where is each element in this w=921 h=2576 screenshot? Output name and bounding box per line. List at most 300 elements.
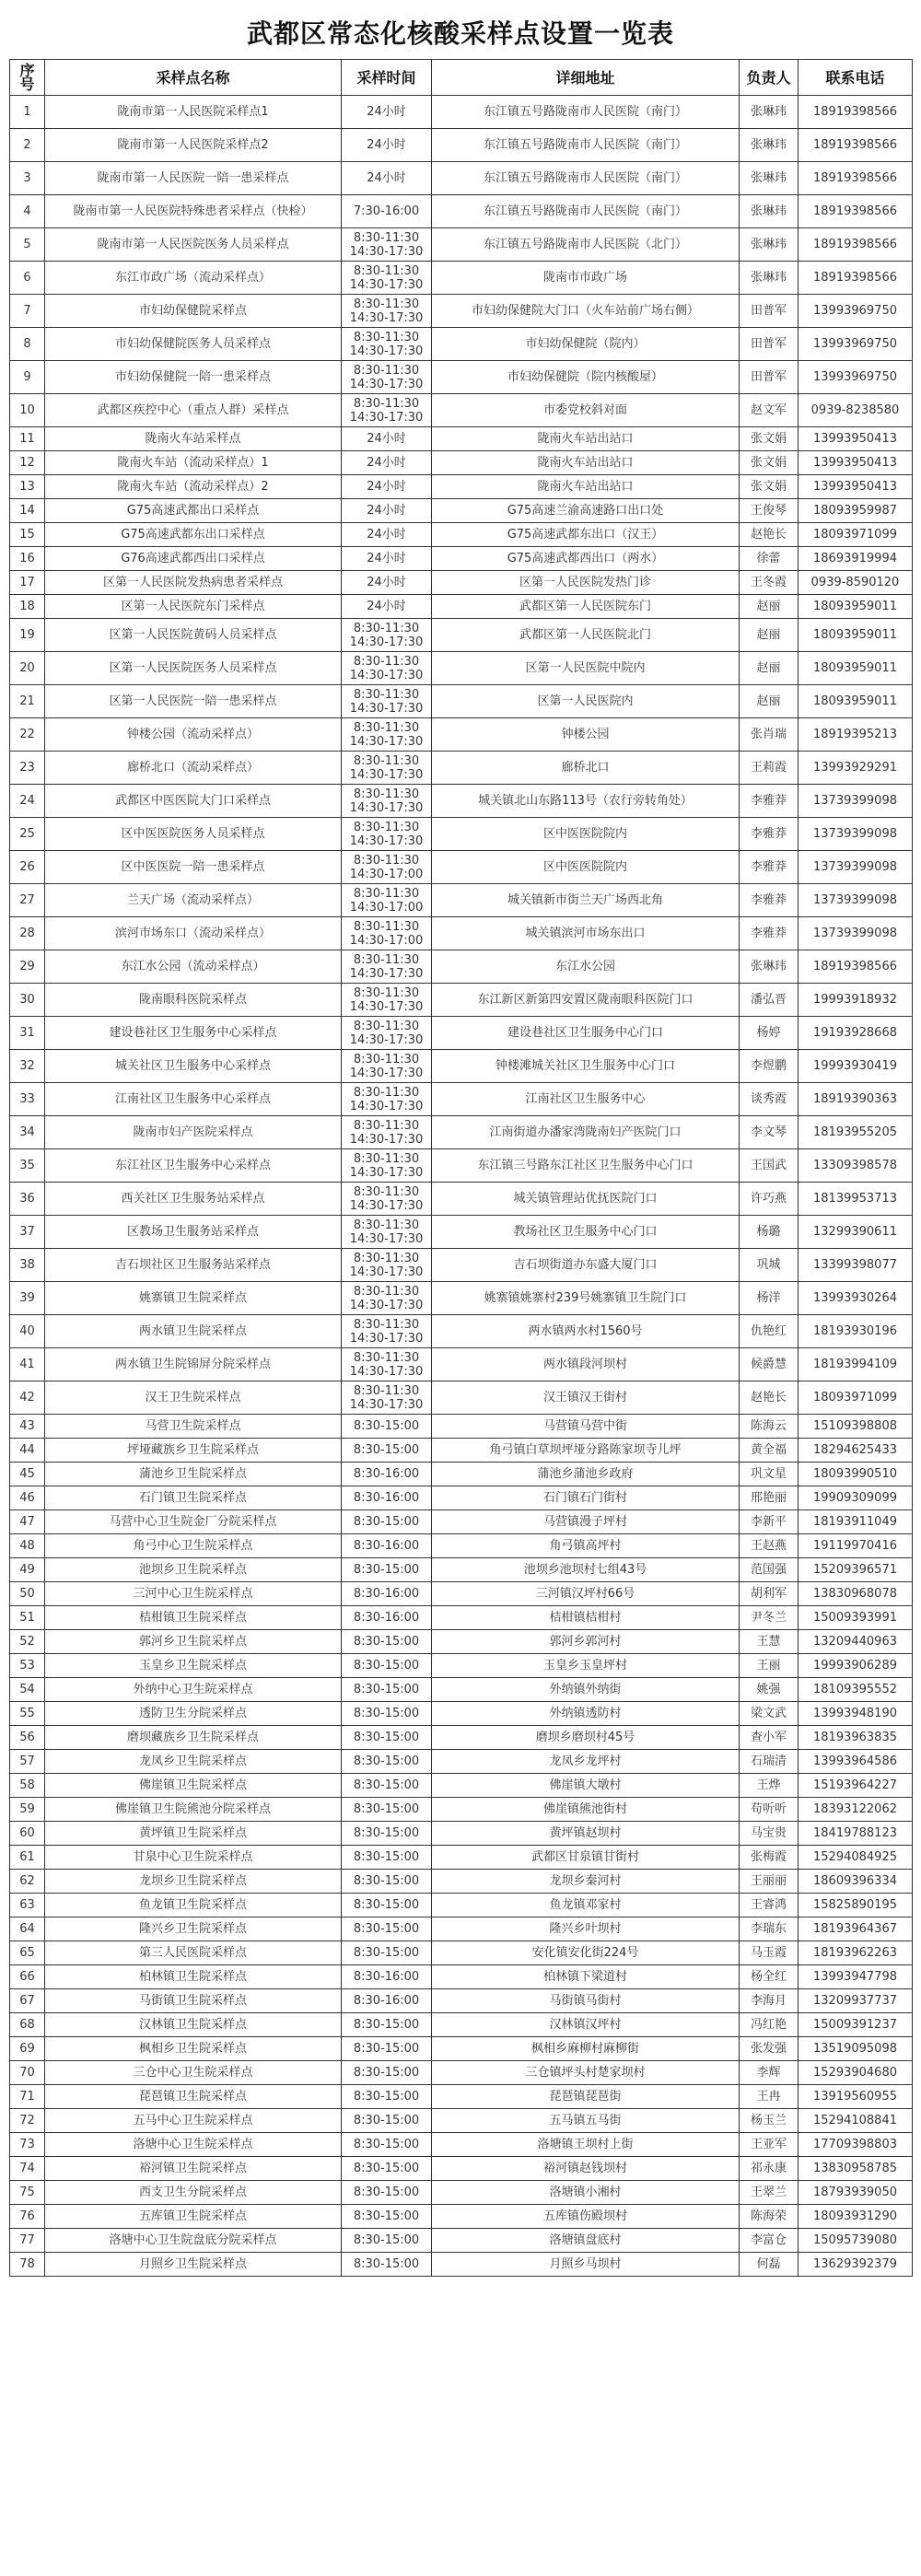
cell-person: 许巧燕 [740, 1183, 799, 1216]
cell-address: 城关镇新市街兰天广场西北角 [432, 884, 740, 917]
cell-index: 22 [10, 718, 45, 752]
table-row [10, 523, 913, 547]
sampling-sites-table [9, 59, 913, 2277]
cell-phone: 13830958785 [799, 2157, 913, 2181]
cell-index: 48 [10, 1534, 45, 1558]
table-row [10, 427, 913, 451]
cell-site-name: 马营中心卫生院金厂分院采样点 [45, 1510, 342, 1534]
cell-sampling-time: 8:30-11:30 14:30-17:00 [342, 917, 432, 950]
cell-phone: 13739399098 [799, 884, 913, 917]
table-row [10, 1702, 913, 1726]
table-row [10, 2181, 913, 2205]
cell-sampling-time: 8:30-11:30 14:30-17:30 [342, 685, 432, 718]
cell-person: 谈秀霞 [740, 1083, 799, 1116]
cell-phone: 18093990510 [799, 1463, 913, 1486]
cell-phone: 13993929291 [799, 752, 913, 785]
cell-sampling-time: 8:30-11:30 14:30-17:30 [342, 1348, 432, 1381]
cell-phone: 18919395213 [799, 718, 913, 752]
cell-person: 张琳玮 [740, 262, 799, 295]
cell-address: 外纳镇外纳街 [432, 1678, 740, 1702]
cell-index: 23 [10, 752, 45, 785]
cell-phone: 15294108841 [799, 2109, 913, 2133]
cell-phone: 13993950413 [799, 475, 913, 499]
table-row [10, 2229, 913, 2253]
cell-address: 五马镇五马街 [432, 2109, 740, 2133]
cell-index: 11 [10, 427, 45, 451]
cell-person: 张文娟 [740, 451, 799, 475]
cell-person: 李雅莽 [740, 785, 799, 818]
cell-sampling-time: 8:30-15:00 [342, 1439, 432, 1463]
cell-person: 李文琴 [740, 1116, 799, 1149]
cell-phone: 15293904680 [799, 2061, 913, 2085]
cell-phone: 13919560955 [799, 2085, 913, 2109]
table-row [10, 851, 913, 884]
cell-sampling-time: 8:30-11:30 14:30-17:30 [342, 1017, 432, 1050]
cell-index: 56 [10, 1726, 45, 1750]
cell-address: 吉石坝街道办东盛大厦门口 [432, 1249, 740, 1282]
cell-address: 城关镇滨河市场东出口 [432, 917, 740, 950]
table-row [10, 950, 913, 984]
cell-phone: 15095739080 [799, 2229, 913, 2253]
cell-address: 月照乡马坝村 [432, 2253, 740, 2277]
cell-index: 3 [10, 162, 45, 195]
cell-phone: 18093959011 [799, 619, 913, 652]
cell-phone: 13993969750 [799, 361, 913, 394]
table-row [10, 571, 913, 595]
cell-site-name: 桔柑镇卫生院采样点 [45, 1606, 342, 1630]
cell-person: 王烨 [740, 1774, 799, 1798]
cell-address: 柏林镇下梁道村 [432, 1965, 740, 1989]
cell-person: 王俊琴 [740, 499, 799, 523]
table-row [10, 1534, 913, 1558]
cell-site-name: 市妇幼保健院一陪一患采样点 [45, 361, 342, 394]
table-row [10, 1348, 913, 1381]
cell-person: 胡利军 [740, 1582, 799, 1606]
cell-index: 1 [10, 96, 45, 129]
cell-site-name: 柏林镇卫生院采样点 [45, 1965, 342, 1989]
cell-site-name: 陇南市第一人民医院医务人员采样点 [45, 228, 342, 262]
cell-index: 75 [10, 2181, 45, 2205]
cell-site-name: 隆兴乡卫生院采样点 [45, 1917, 342, 1941]
table-row [10, 1989, 913, 2013]
cell-phone: 18919398566 [799, 262, 913, 295]
cell-phone: 13309398578 [799, 1149, 913, 1183]
table-row [10, 262, 913, 295]
cell-site-name: 裕河镇卫生院采样点 [45, 2157, 342, 2181]
table-row [10, 2061, 913, 2085]
cell-phone: 15193964227 [799, 1774, 913, 1798]
cell-phone: 18139953713 [799, 1183, 913, 1216]
cell-site-name: 陇南市第一人民医院采样点2 [45, 129, 342, 162]
cell-site-name: 坪垭藏族乡卫生院采样点 [45, 1439, 342, 1463]
cell-site-name: 东江社区卫生服务中心采样点 [45, 1149, 342, 1183]
cell-index: 36 [10, 1183, 45, 1216]
cell-phone: 18919398566 [799, 195, 913, 228]
cell-person: 张琳玮 [740, 96, 799, 129]
cell-index: 38 [10, 1249, 45, 1282]
cell-sampling-time: 24小时 [342, 129, 432, 162]
cell-person: 杨婷 [740, 1017, 799, 1050]
table-row [10, 1149, 913, 1183]
cell-sampling-time: 24小时 [342, 571, 432, 595]
cell-index: 53 [10, 1654, 45, 1678]
table-body [10, 96, 913, 2277]
cell-site-name: 东江市政广场（流动采样点） [45, 262, 342, 295]
cell-index: 8 [10, 328, 45, 361]
cell-address: 枫相乡麻柳村麻柳街 [432, 2037, 740, 2061]
cell-site-name: 两水镇卫生院锦屏分院采样点 [45, 1348, 342, 1381]
cell-person: 徐蕾 [740, 547, 799, 571]
cell-site-name: 市妇幼保健院采样点 [45, 295, 342, 328]
cell-phone: 18793939050 [799, 2181, 913, 2205]
cell-address: 东江镇五号路陇南市人民医院（南门） [432, 96, 740, 129]
cell-index: 34 [10, 1116, 45, 1149]
cell-address: 三河镇汉坪村66号 [432, 1582, 740, 1606]
cell-sampling-time: 8:30-11:30 14:30-17:30 [342, 262, 432, 295]
cell-person: 赵艳长 [740, 1381, 799, 1415]
cell-index: 4 [10, 195, 45, 228]
table-row [10, 2085, 913, 2109]
cell-index: 70 [10, 2061, 45, 2085]
cell-sampling-time: 24小时 [342, 427, 432, 451]
cell-index: 7 [10, 295, 45, 328]
cell-phone: 13629392379 [799, 2253, 913, 2277]
cell-phone: 19993930419 [799, 1050, 913, 1083]
cell-site-name: 五库镇卫生院采样点 [45, 2205, 342, 2229]
table-row [10, 1183, 913, 1216]
cell-address: 区第一人民医院中院内 [432, 652, 740, 685]
cell-sampling-time: 8:30-15:00 [342, 1630, 432, 1654]
cell-sampling-time: 24小时 [342, 475, 432, 499]
cell-sampling-time: 8:30-15:00 [342, 1654, 432, 1678]
cell-address: G75高速武都东出口（汉王） [432, 523, 740, 547]
cell-site-name: 三河中心卫生院采样点 [45, 1582, 342, 1606]
cell-sampling-time: 8:30-15:00 [342, 1558, 432, 1582]
table-row [10, 1439, 913, 1463]
cell-sampling-time: 8:30-11:30 14:30-17:30 [342, 752, 432, 785]
cell-person: 李雅莽 [740, 818, 799, 851]
cell-site-name: 西支卫生分院采样点 [45, 2181, 342, 2205]
cell-index: 54 [10, 1678, 45, 1702]
table-row [10, 96, 913, 129]
cell-phone: 15825890195 [799, 1894, 913, 1917]
table-row [10, 1249, 913, 1282]
cell-address: 马街镇马街村 [432, 1989, 740, 2013]
cell-address: 姚寨镇姚寨村239号姚寨镇卫生院门口 [432, 1282, 740, 1315]
header-person: 负责人 [740, 60, 799, 96]
table-row [10, 547, 913, 571]
table-row [10, 1846, 913, 1870]
cell-site-name: 区中医医院医务人员采样点 [45, 818, 342, 851]
cell-site-name: 陇南市第一人民医院采样点1 [45, 96, 342, 129]
cell-sampling-time: 8:30-11:30 14:30-17:30 [342, 984, 432, 1017]
cell-person: 尹冬兰 [740, 1606, 799, 1630]
table-row [10, 228, 913, 262]
cell-address: 安化镇安化街224号 [432, 1941, 740, 1965]
cell-site-name: 两水镇卫生院采样点 [45, 1315, 342, 1348]
table-row [10, 162, 913, 195]
cell-phone: 18093959011 [799, 652, 913, 685]
cell-sampling-time: 8:30-11:30 14:30-17:30 [342, 228, 432, 262]
table-row [10, 1870, 913, 1894]
cell-index: 76 [10, 2205, 45, 2229]
cell-index: 64 [10, 1917, 45, 1941]
cell-site-name: 第三人民医院采样点 [45, 1941, 342, 1965]
table-row [10, 1917, 913, 1941]
cell-person: 张文娟 [740, 475, 799, 499]
cell-index: 50 [10, 1582, 45, 1606]
cell-sampling-time: 8:30-11:30 14:30-17:30 [342, 394, 432, 427]
cell-sampling-time: 8:30-11:30 14:30-17:30 [342, 818, 432, 851]
cell-address: 玉皇乡玉皇坪村 [432, 1654, 740, 1678]
cell-person: 赵丽 [740, 595, 799, 619]
cell-index: 24 [10, 785, 45, 818]
cell-person: 李雅莽 [740, 917, 799, 950]
cell-index: 78 [10, 2253, 45, 2277]
cell-site-name: G76高速武都西出口采样点 [45, 547, 342, 571]
cell-index: 46 [10, 1486, 45, 1510]
cell-index: 47 [10, 1510, 45, 1534]
cell-sampling-time: 24小时 [342, 547, 432, 571]
cell-address: 江南社区卫生服务中心 [432, 1083, 740, 1116]
cell-address: 教场社区卫生服务中心门口 [432, 1216, 740, 1249]
cell-address: 佛崖镇大墩村 [432, 1774, 740, 1798]
table-row [10, 1582, 913, 1606]
cell-index: 49 [10, 1558, 45, 1582]
cell-index: 60 [10, 1822, 45, 1846]
cell-person: 田普军 [740, 361, 799, 394]
table-row [10, 2013, 913, 2037]
cell-phone: 13993948190 [799, 1702, 913, 1726]
cell-person: 田普军 [740, 328, 799, 361]
cell-phone: 18193994109 [799, 1348, 913, 1381]
table-row [10, 1463, 913, 1486]
cell-phone: 17709398803 [799, 2133, 913, 2157]
cell-site-name: 陇南火车站（流动采样点）1 [45, 451, 342, 475]
cell-address: 裕河镇赵钱坝村 [432, 2157, 740, 2181]
cell-site-name: 蒲池乡卫生院采样点 [45, 1463, 342, 1486]
cell-site-name: 角弓中心卫生院采样点 [45, 1534, 342, 1558]
cell-address: 龙坝乡秦河村 [432, 1870, 740, 1894]
cell-person: 张琳玮 [740, 129, 799, 162]
cell-person: 李海月 [740, 1989, 799, 2013]
cell-person: 黄全福 [740, 1439, 799, 1463]
cell-phone: 18609396334 [799, 1870, 913, 1894]
cell-sampling-time: 24小时 [342, 523, 432, 547]
table-row [10, 1315, 913, 1348]
table-row [10, 595, 913, 619]
cell-index: 2 [10, 129, 45, 162]
cell-address: 市妇幼保健院（院内核酸屋） [432, 361, 740, 394]
cell-phone: 13993964586 [799, 1750, 913, 1774]
table-row [10, 917, 913, 950]
cell-phone: 13739399098 [799, 851, 913, 884]
cell-phone: 13993969750 [799, 328, 913, 361]
cell-site-name: 五马中心卫生院采样点 [45, 2109, 342, 2133]
table-row [10, 1822, 913, 1846]
cell-phone: 15209396571 [799, 1558, 913, 1582]
cell-phone: 13399398077 [799, 1249, 913, 1282]
cell-address: 区第一人民医院发热门诊 [432, 571, 740, 595]
table-row [10, 619, 913, 652]
cell-site-name: 郭河乡卫生院采样点 [45, 1630, 342, 1654]
cell-index: 59 [10, 1798, 45, 1822]
table-row [10, 1050, 913, 1083]
cell-site-name: 区第一人民医院发热病患者采样点 [45, 571, 342, 595]
cell-person: 李煜鹏 [740, 1050, 799, 1083]
cell-person: 张琳玮 [740, 162, 799, 195]
cell-person: 何磊 [740, 2253, 799, 2277]
cell-address: 武都区甘泉镇甘街村 [432, 1846, 740, 1870]
cell-person: 张肖瑞 [740, 718, 799, 752]
cell-address: 市妇幼保健院大门口（火车站前广场右侧） [432, 295, 740, 328]
cell-person: 苟听听 [740, 1798, 799, 1822]
table-row [10, 129, 913, 162]
cell-person: 杨全红 [740, 1965, 799, 1989]
cell-index: 31 [10, 1017, 45, 1050]
cell-sampling-time: 8:30-15:00 [342, 2109, 432, 2133]
cell-person: 冯红艳 [740, 2013, 799, 2037]
cell-site-name: 廊桥北口（流动采样点） [45, 752, 342, 785]
cell-index: 55 [10, 1702, 45, 1726]
table-row [10, 1415, 913, 1439]
table-row [10, 451, 913, 475]
cell-phone: 18919390363 [799, 1083, 913, 1116]
cell-index: 13 [10, 475, 45, 499]
cell-phone: 13209937737 [799, 1989, 913, 2013]
cell-phone: 15009393991 [799, 1606, 913, 1630]
cell-index: 72 [10, 2109, 45, 2133]
cell-sampling-time: 8:30-11:30 14:30-17:30 [342, 1050, 432, 1083]
cell-sampling-time: 8:30-15:00 [342, 1822, 432, 1846]
cell-address: 陇南火车站出站口 [432, 427, 740, 451]
cell-site-name: 枫相乡卫生院采样点 [45, 2037, 342, 2061]
cell-site-name: 区第一人民医院医务人员采样点 [45, 652, 342, 685]
cell-person: 王睿鸿 [740, 1894, 799, 1917]
cell-site-name: 武都区疾控中心（重点人群）采样点 [45, 394, 342, 427]
cell-address: 石门镇石门街村 [432, 1486, 740, 1510]
cell-address: 区中医医院院内 [432, 818, 740, 851]
table-row [10, 1282, 913, 1315]
cell-sampling-time: 8:30-15:00 [342, 1798, 432, 1822]
cell-person: 王慧 [740, 1630, 799, 1654]
document-sheet [9, 9, 912, 2277]
cell-person: 查小军 [740, 1726, 799, 1750]
cell-site-name: 透防卫生分院采样点 [45, 1702, 342, 1726]
cell-site-name: 鱼龙镇卫生院采样点 [45, 1894, 342, 1917]
cell-site-name: 石门镇卫生院采样点 [45, 1486, 342, 1510]
table-row [10, 2037, 913, 2061]
cell-site-name: 建设巷社区卫生服务中心采样点 [45, 1017, 342, 1050]
table-row [10, 2205, 913, 2229]
cell-address: 龙凤乡龙坪村 [432, 1750, 740, 1774]
cell-phone: 13993947798 [799, 1965, 913, 1989]
cell-phone: 0939-8590120 [799, 571, 913, 595]
table-row [10, 1678, 913, 1702]
cell-phone: 18919398566 [799, 96, 913, 129]
cell-site-name: 龙凤乡卫生院采样点 [45, 1750, 342, 1774]
cell-phone: 18093971099 [799, 1381, 913, 1415]
cell-address: 建设巷社区卫生服务中心门口 [432, 1017, 740, 1050]
cell-index: 27 [10, 884, 45, 917]
cell-site-name: G75高速武都东出口采样点 [45, 523, 342, 547]
table-row [10, 1941, 913, 1965]
cell-site-name: 佛崖镇卫生院采样点 [45, 1774, 342, 1798]
cell-person: 王冉 [740, 2085, 799, 2109]
table-header-row [10, 60, 913, 96]
cell-person: 赵丽 [740, 652, 799, 685]
cell-person: 李雅莽 [740, 851, 799, 884]
cell-sampling-time: 8:30-15:00 [342, 2133, 432, 2157]
cell-phone: 13993950413 [799, 427, 913, 451]
cell-person: 马宝贵 [740, 1822, 799, 1846]
cell-address: 东江镇五号路陇南市人民医院（北门） [432, 228, 740, 262]
table-row [10, 785, 913, 818]
cell-phone: 13993930264 [799, 1282, 913, 1315]
cell-address: 汉王镇汉王街村 [432, 1381, 740, 1415]
cell-site-name: 江南社区卫生服务中心采样点 [45, 1083, 342, 1116]
cell-address: 东江镇五号路陇南市人民医院（南门） [432, 162, 740, 195]
cell-phone: 13519095098 [799, 2037, 913, 2061]
cell-address: 廊桥北口 [432, 752, 740, 785]
table-row [10, 884, 913, 917]
cell-phone: 18693919994 [799, 547, 913, 571]
cell-person: 张文娟 [740, 427, 799, 451]
cell-site-name: 甘泉中心卫生院采样点 [45, 1846, 342, 1870]
cell-person: 田普军 [740, 295, 799, 328]
cell-sampling-time: 8:30-15:00 [342, 2205, 432, 2229]
table-row [10, 1510, 913, 1534]
cell-sampling-time: 8:30-15:00 [342, 2157, 432, 2181]
cell-phone: 19119970416 [799, 1534, 913, 1558]
cell-site-name: 区第一人民医院东门采样点 [45, 595, 342, 619]
cell-index: 20 [10, 652, 45, 685]
cell-site-name: 磨坝藏族乡卫生院采样点 [45, 1726, 342, 1750]
cell-address: 区中医医院院内 [432, 851, 740, 884]
table-row [10, 1774, 913, 1798]
cell-person: 梁文武 [740, 1702, 799, 1726]
cell-index: 51 [10, 1606, 45, 1630]
cell-address: 城关镇北山东路113号（农行旁转角处） [432, 785, 740, 818]
cell-index: 25 [10, 818, 45, 851]
cell-address: G75高速兰渝高速路口出口处 [432, 499, 740, 523]
cell-address: 汉林镇汉坪村 [432, 2013, 740, 2037]
table-row [10, 1726, 913, 1750]
cell-site-name: 西关社区卫生服务站采样点 [45, 1183, 342, 1216]
cell-site-name: 区中医医院一陪一患采样点 [45, 851, 342, 884]
cell-sampling-time: 8:30-16:00 [342, 1989, 432, 2013]
cell-person: 王赵燕 [740, 1534, 799, 1558]
cell-index: 73 [10, 2133, 45, 2157]
cell-site-name: 池坝乡卫生院采样点 [45, 1558, 342, 1582]
cell-person: 赵艳长 [740, 523, 799, 547]
cell-site-name: 汉王卫生院采样点 [45, 1381, 342, 1415]
cell-person: 赵文军 [740, 394, 799, 427]
table-row [10, 752, 913, 785]
cell-index: 9 [10, 361, 45, 394]
cell-index: 26 [10, 851, 45, 884]
cell-phone: 18919398566 [799, 129, 913, 162]
cell-person: 赵丽 [740, 685, 799, 718]
cell-index: 61 [10, 1846, 45, 1870]
cell-phone: 13739399098 [799, 818, 913, 851]
header-address: 详细地址 [432, 60, 740, 96]
cell-site-name: G75高速武都出口采样点 [45, 499, 342, 523]
cell-person: 姚强 [740, 1678, 799, 1702]
cell-person: 王国武 [740, 1149, 799, 1183]
cell-address: 桔柑镇桔柑村 [432, 1606, 740, 1630]
cell-index: 68 [10, 2013, 45, 2037]
